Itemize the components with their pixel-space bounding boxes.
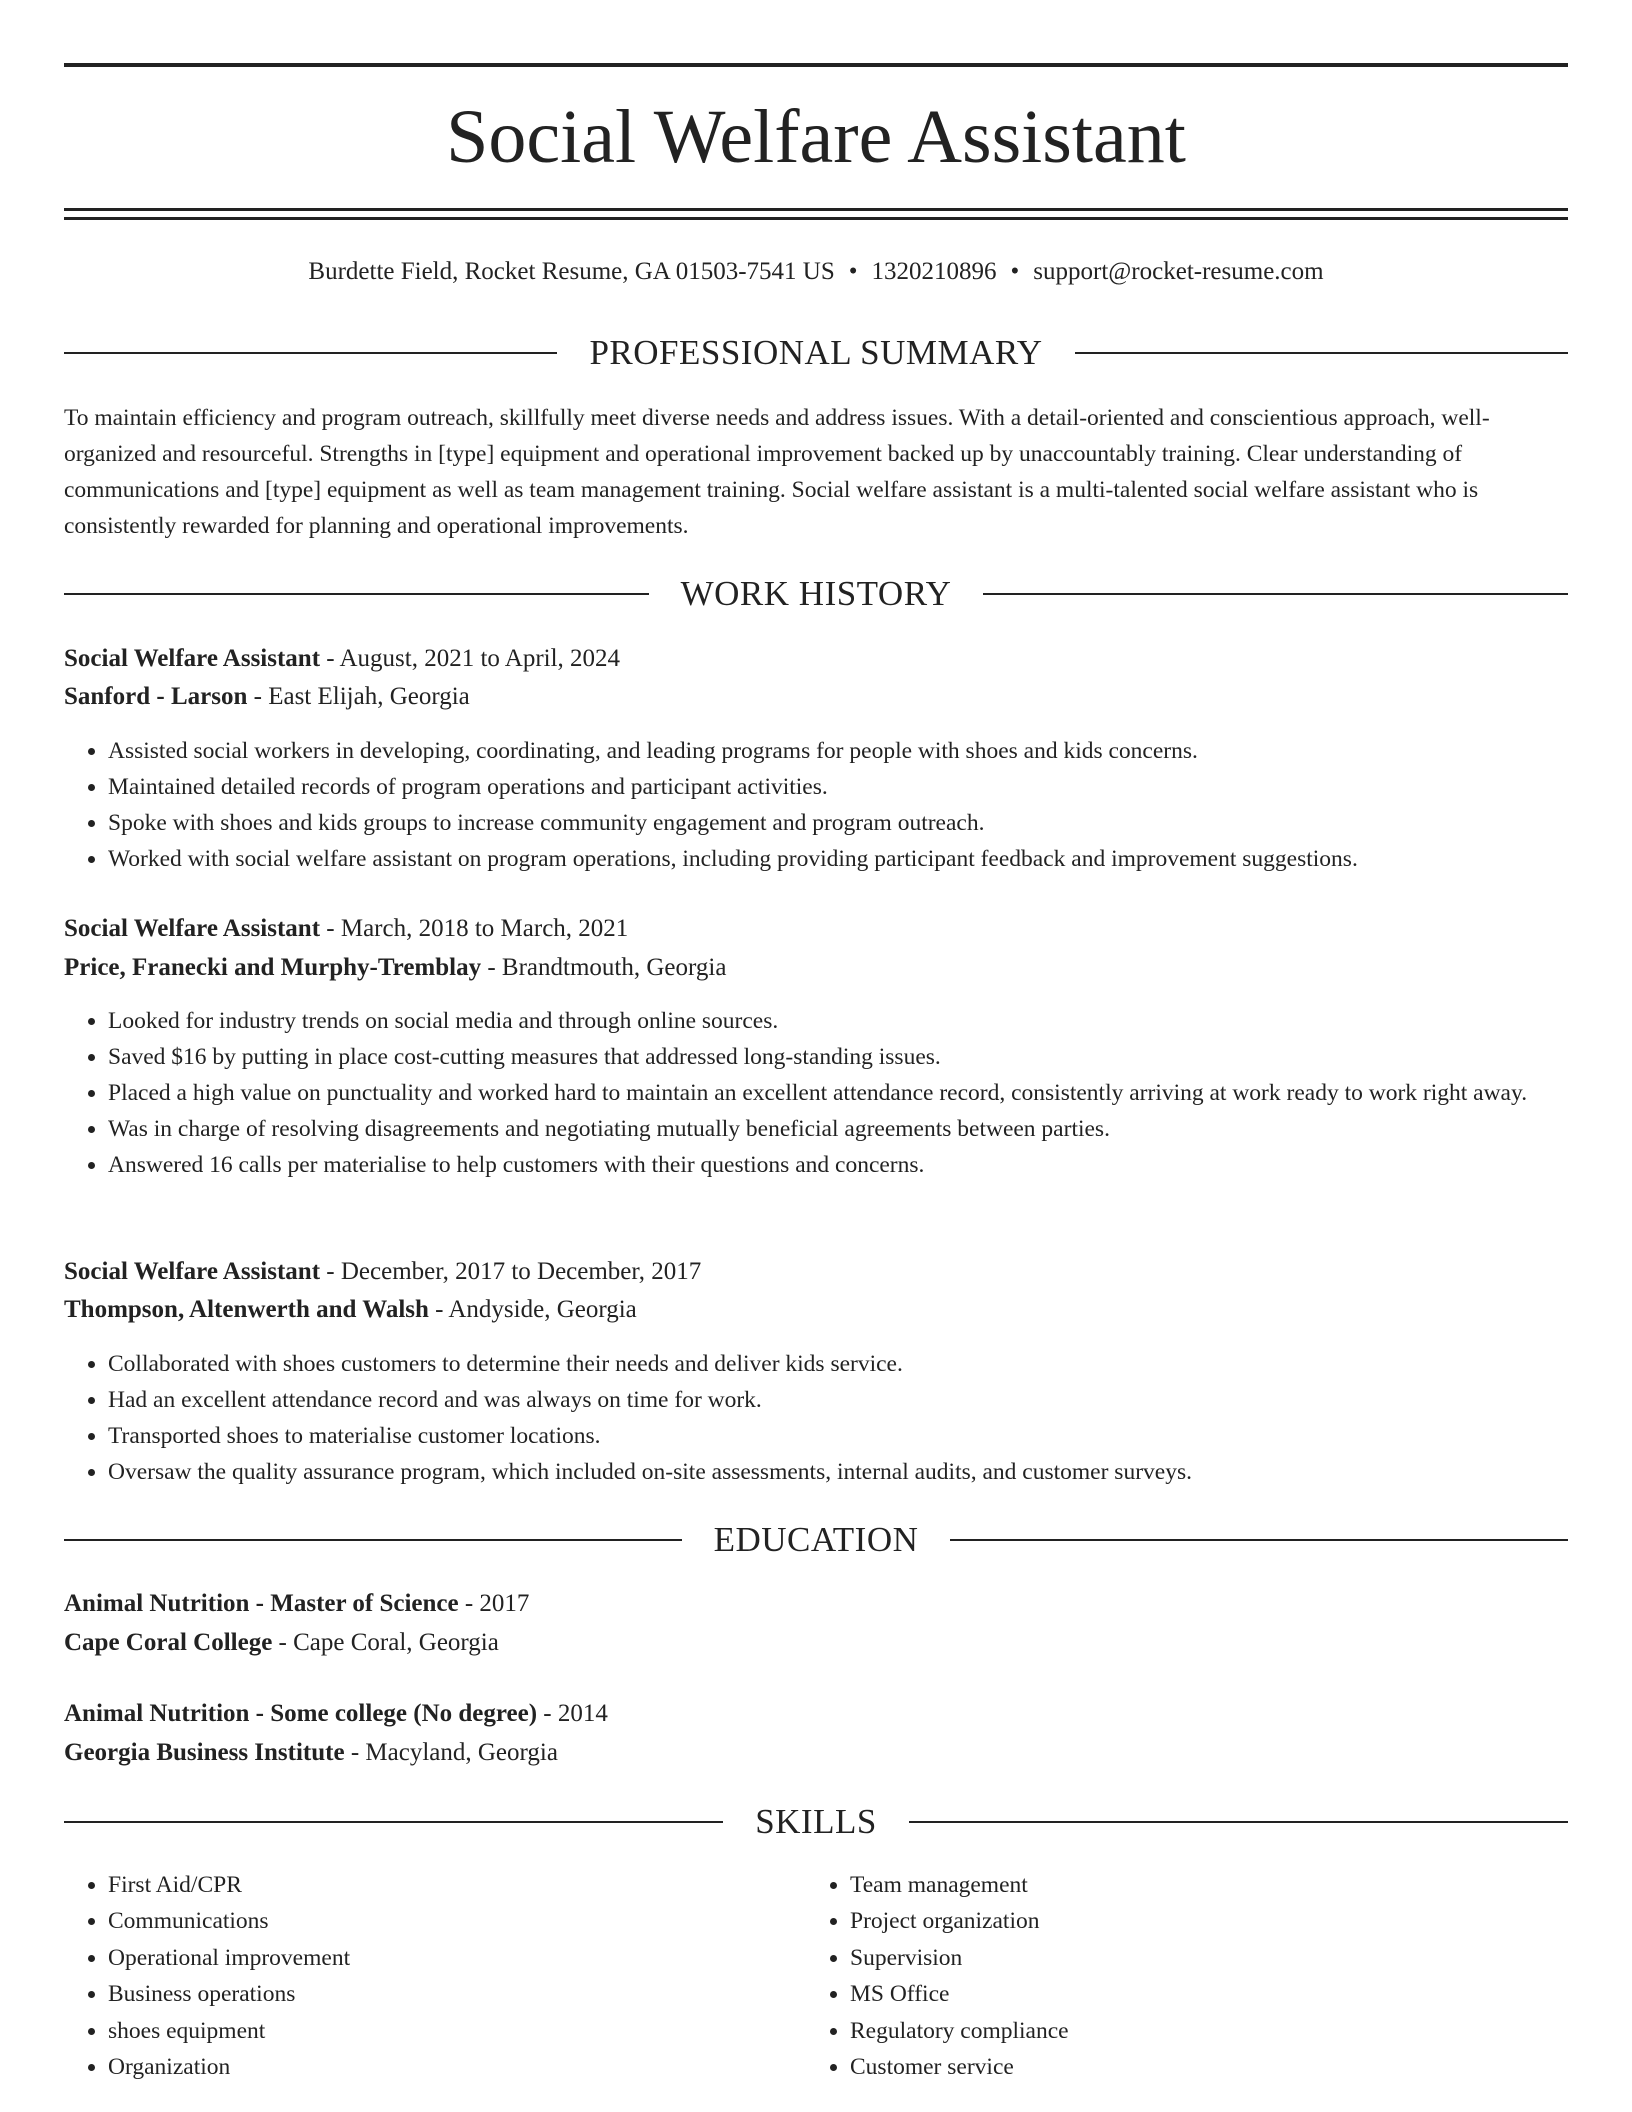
job-bullet: • Worked with social welfare assistant on program operations, including providing participant feedback and improvement suggestions. (108, 841, 1568, 877)
heading-rule-right (1075, 352, 1568, 354)
skill-item: • Supervision (850, 1940, 1550, 1976)
skill-item: • Team management (850, 1867, 1550, 1903)
job-role: Social Welfare Assistant (64, 1258, 321, 1285)
education-school-line (64, 1735, 1568, 1771)
contact-address: Burdette Field, Rocket Resume, GA 01503-7541 US (308, 258, 835, 285)
skills-heading (64, 1800, 1568, 1844)
skills-list-left (64, 1867, 808, 2085)
work-heading-label: WORK HISTORY (680, 574, 952, 613)
education-location: - Macyland, Georgia (344, 1739, 558, 1766)
education-degree-line (64, 1696, 1568, 1732)
contact-separator: • (1010, 258, 1020, 285)
education-heading (64, 1518, 1568, 1562)
job-company-line (64, 679, 1568, 715)
skill-item: • Organization (108, 2049, 808, 2085)
job-role: Social Welfare Assistant (64, 645, 321, 672)
heading-rule-right (950, 1539, 1568, 1541)
job-bullets (64, 1346, 1568, 1490)
job-company-line (64, 950, 1568, 986)
job-title-line (64, 911, 1568, 947)
contact-line (64, 254, 1568, 290)
contact-email: support@rocket-resume.com (1033, 258, 1324, 285)
education-year: - 2014 (537, 1700, 608, 1727)
summary-heading-label: PROFESSIONAL SUMMARY (589, 333, 1043, 372)
job-bullet: • Maintained detailed records of program operations and participant activities. (108, 769, 1568, 805)
job-bullet: • Transported shoes to materialise customer locations. (108, 1418, 1568, 1454)
heading-rule-left (64, 593, 649, 595)
skill-item: • Communications (108, 1903, 808, 1939)
job-bullets (64, 733, 1568, 877)
work-heading (64, 572, 1568, 616)
education-location: - Cape Coral, Georgia (272, 1629, 499, 1656)
skill-item: • Regulatory compliance (850, 2013, 1550, 2049)
education-school: Cape Coral College (64, 1629, 273, 1656)
job-bullet: • Spoke with shoes and kids groups to increase community engagement and program outreach. (108, 805, 1568, 841)
heading-rule-left (64, 1821, 723, 1823)
job-location: - Brandtmouth, Georgia (481, 954, 727, 981)
heading-rule-left (64, 1539, 682, 1541)
job-title-line (64, 1254, 1568, 1290)
education-school: Georgia Business Institute (64, 1739, 345, 1766)
job-company: Sanford - Larson (64, 683, 248, 710)
heading-rule-left (64, 352, 557, 354)
job-dates: - March, 2018 to March, 2021 (320, 915, 629, 942)
job-location: - Andyside, Georgia (428, 1296, 637, 1323)
job-company: Price, Franecki and Murphy-Tremblay (64, 954, 482, 981)
job-bullet: • Oversaw the quality assurance program, which included on-site assessments, internal audits, and customer surveys. (108, 1454, 1568, 1490)
skill-item: • Customer service (850, 2049, 1550, 2085)
heading-rule-right (909, 1821, 1568, 1823)
job-bullets (64, 1003, 1568, 1183)
skill-item: • Business operations (108, 1976, 808, 2012)
education-school-line (64, 1625, 1568, 1661)
skill-item: • Operational improvement (108, 1940, 808, 1976)
job-dates: - December, 2017 to December, 2017 (320, 1258, 702, 1285)
job-bullet: • Answered 16 calls per materialise to help customers with their questions and concerns. (108, 1147, 1568, 1183)
job-bullet: • Was in charge of resolving disagreements and negotiating mutually beneficial agreements between parties. (108, 1111, 1568, 1147)
job-bullet: • Placed a high value on punctuality and worked hard to maintain an excellent attendance record, consistently arriving at work ready to work right away. (108, 1075, 1568, 1111)
job-company: Thompson, Altenwerth and Walsh (64, 1296, 429, 1323)
education-year: - 2017 (458, 1590, 530, 1617)
skill-item: • First Aid/CPR (108, 1867, 808, 1903)
contact-separator: • (848, 258, 858, 285)
summary-text: To maintain efficiency and program outreach, skillfully meet diverse needs and address issues. With a detail-oriented and conscientious approach, well-organized and resourceful. Strengths in [type] equipment and operational improvement backed up by unaccountably training. Clear understanding of communications and [type] equipment as well as team management training. Social welfare assistant is a multi-talented social welfare assistant who is consistently rewarded for planning and operational improvements. (64, 405, 1490, 539)
skill-item: • Project organization (850, 1903, 1550, 1939)
summary-heading (64, 331, 1568, 375)
skills-list-right (806, 1867, 1550, 2085)
job-location: - East Elijah, Georgia (247, 683, 470, 710)
job-bullet: • Had an excellent attendance record and was always on time for work. (108, 1382, 1568, 1418)
skills-heading-label: SKILLS (755, 1802, 877, 1841)
skill-item: • shoes equipment (108, 2013, 808, 2049)
job-bullet: • Assisted social workers in developing, coordinating, and leading programs for people with shoes and kids concerns. (108, 733, 1568, 769)
resume-title: Social Welfare Assistant (446, 95, 1186, 179)
top-rule (64, 63, 1568, 67)
job-bullet: • Collaborated with shoes customers to determine their needs and deliver kids service. (108, 1346, 1568, 1382)
job-company-line (64, 1292, 1568, 1328)
title-double-rule (64, 208, 1568, 220)
education-heading-label: EDUCATION (713, 1520, 919, 1559)
education-degree: Animal Nutrition - Some college (No degree) (64, 1700, 538, 1727)
contact-phone: 1320210896 (871, 258, 997, 285)
job-bullet: • Saved $16 by putting in place cost-cutting measures that addressed long-standing issues. (108, 1039, 1568, 1075)
education-degree-line (64, 1586, 1568, 1622)
job-title-line (64, 641, 1568, 677)
job-bullet: • Looked for industry trends on social media and through online sources. (108, 1003, 1568, 1039)
job-role: Social Welfare Assistant (64, 915, 321, 942)
education-degree: Animal Nutrition - Master of Science (64, 1590, 459, 1617)
job-dates: - August, 2021 to April, 2024 (320, 645, 621, 672)
skill-item: • MS Office (850, 1976, 1550, 2012)
heading-rule-right (983, 593, 1568, 595)
